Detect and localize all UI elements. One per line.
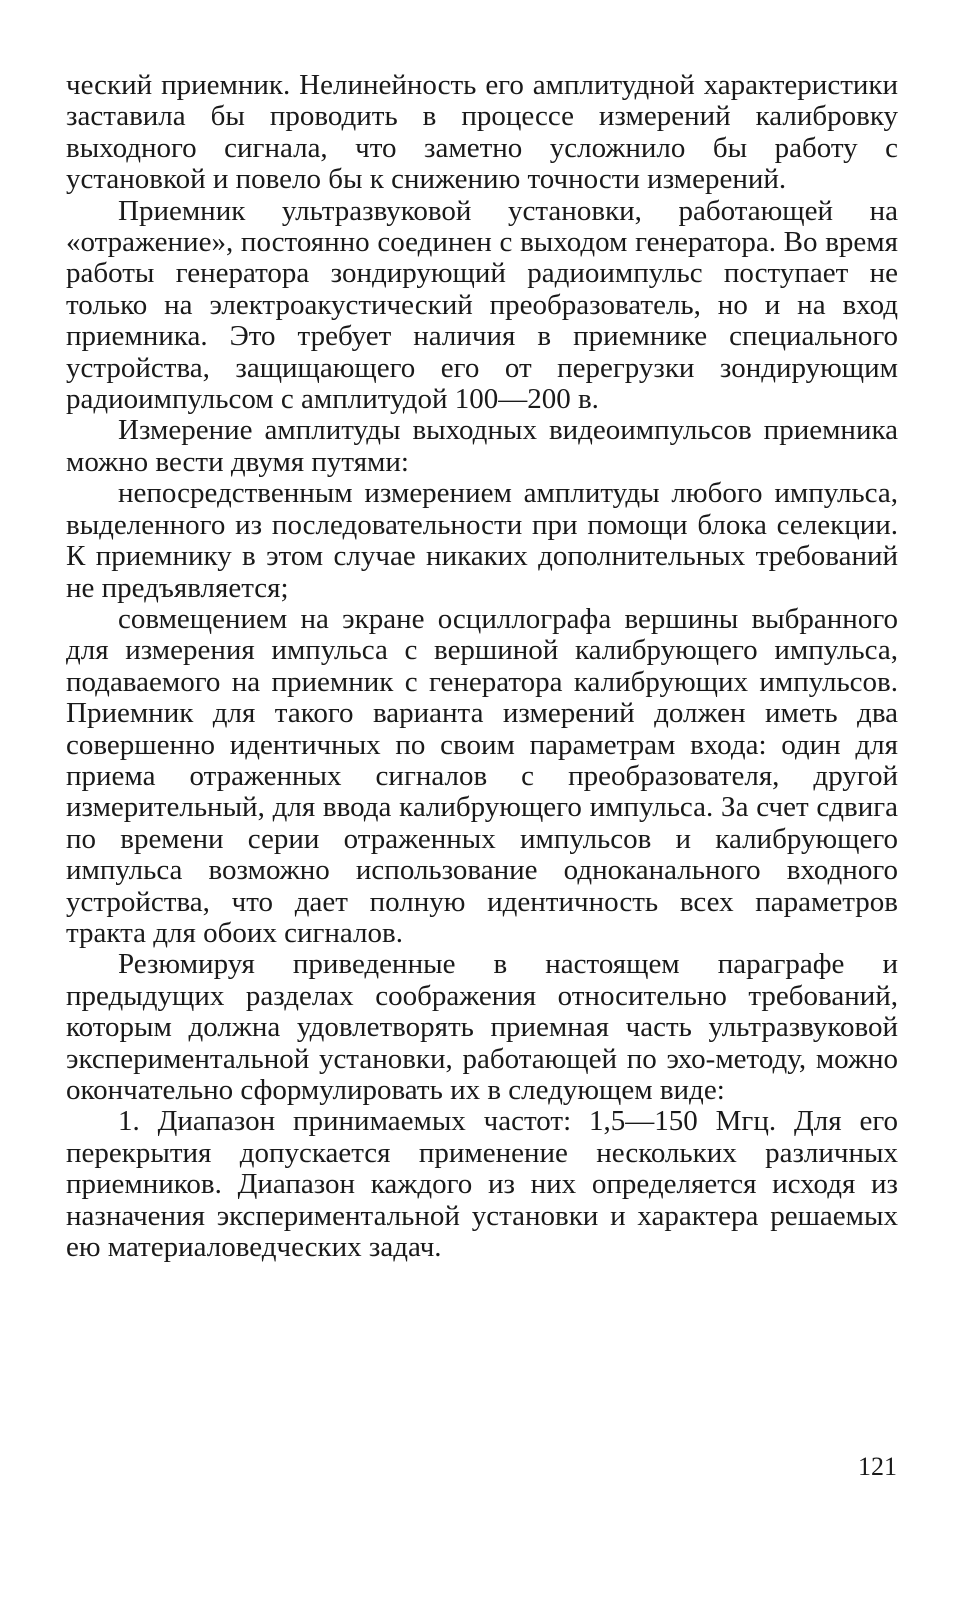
- paragraph-receiver-reflection: Приемник ультразвуковой установки, работающей на «отражение», постоянно соединен с выходом генератора. Во время работы генератора зондирующий радиоимпульс поступает не только на электроакустический преобразователь, но и на вход приемника. Это требует наличия в приемнике специального устройства, защищающего его от перегрузки зондирующим радиоимпульсом с амплитудой 100—200 в.: [66, 194, 898, 416]
- paragraph-measurement-intro: Измерение амплитуды выходных видеоимпульсов приемника можно вести двумя путями:: [66, 414, 898, 478]
- paragraph-summary: Резюмируя приведенные в настоящем параграфе и предыдущих разделах соображения относительно требований, которым должна удовлетворять приемная часть ультразвуковой экспериментальной установки, работающей по эхо-методу, можно окончательно сформулировать их в следующем виде:: [66, 948, 898, 1106]
- paragraph-oscillograph-method: совмещением на экране осциллографа вершины выбранного для измерения импульса с вершиной калибрующего импульса, подаваемого на приемник с генератора калибрующих импульсов. Приемник для такого варианта измерений должен иметь два совершенно идентичных по своим параметрам входа: один для приема отраженных сигналов с преобразователя, другой измерительный, для ввода калибрующего импульса. За счет сдвига по времени серии отраженных импульсов и калибрующего импульса возможно использование одноканального входного устройства, что дает полную идентичность всех параметров тракта для обоих сигналов.: [66, 602, 898, 949]
- paragraph-continuation: ческий приемник. Нелинейность его амплитудной характеристики заставила бы проводить в процессе измерений калибровку выходного сигнала, что заметно усложнило бы работу с установкой и повело бы к снижению точности измерений.: [66, 69, 898, 196]
- page-number: 121: [858, 1452, 897, 1481]
- body-text: [66, 70, 898, 1263]
- paragraph-direct-measurement: непосредственным измерением амплитуды любого импульса, выделенного из последовательности при помощи блока селекции. К приемнику в этом случае никаких дополнительных требований не предъявляется;: [66, 477, 898, 604]
- paragraph-requirement-1: 1. Диапазон принимаемых частот: 1,5—150 Мгц. Для его перекрытия допускается применение нескольких различных приемников. Диапазон каждого из них определяется исходя из назначения экспериментальной установки и характера решаемых ею материаловедческих задач.: [66, 1105, 898, 1264]
